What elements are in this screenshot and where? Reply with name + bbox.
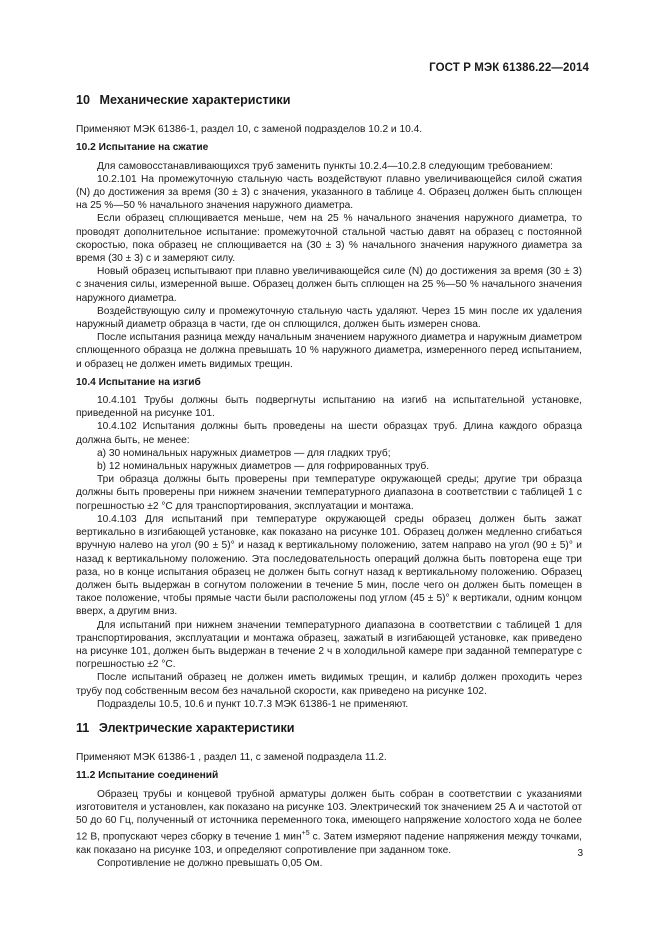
subsection-10-4-heading: 10.4 Испытание на изгиб bbox=[76, 376, 201, 388]
paragraph: Сопротивление не должно превышать 0,05 Ом. bbox=[97, 857, 323, 869]
paragraph: 10.4.102 Испытания должны быть проведены на шести образцах труб. Длина каждого образца должна быть, не менее: bbox=[76, 421, 582, 446]
paragraph-part: Образец трубы и концевой трубной арматуры должен быть собран в соответствии с указаниями изготовителя и установлен, как показано на рисунке 103. Электрический ток значением 25 А и частотой от 50 до 60 Гц, полученный от источника переменного тока, имеющего напряжение холостого хода не более 12 В, пропускают через сборку в течение 1 мин bbox=[76, 788, 582, 843]
page-content bbox=[76, 94, 582, 870]
paragraph: Для самовосстанавливающихся труб заменить пункты 10.2.4—10.2.8 следующим требованием: bbox=[97, 160, 553, 172]
section-10-intro: Применяют МЭК 61386-1, раздел 10, с заменой подразделов 10.2 и 10.4. bbox=[76, 124, 423, 136]
paragraph bbox=[76, 788, 582, 857]
paragraph: Новый образец испытывают при плавно увеличивающейся силе (N) до достижения за время (30 ± 3) с значения силы, измеренной выше. Образец должен быть сплющен на 25 %—50 % начального значения наружного диаметра. bbox=[76, 266, 582, 304]
paragraph: После испытаний образец не должен иметь видимых трещин, и калибр должен проходить через трубу под собственным весом без начальной скорости, как приведено на рисунке 102. bbox=[76, 672, 582, 697]
section-11-heading bbox=[76, 722, 582, 735]
list-item: а) 30 номинальных наружных диаметров — для гладких труб; bbox=[97, 447, 391, 459]
paragraph: После испытания разница между начальным значением наружного диаметра и наружным диаметром сплющенного образца не должна превышать 10 % наружного диаметра, измеренного перед испытанием, и образец не должен иметь видимых трещин. bbox=[76, 332, 582, 370]
subsection-10-2-heading: 10.2 Испытание на сжатие bbox=[76, 142, 209, 154]
tolerance-superscript: +5 bbox=[301, 830, 310, 838]
paragraph: Воздействующую силу и промежуточную стальную часть удаляют. Через 15 мин после их удаления наружный диаметр образца в части, где он сплющился, должен быть измерен снова. bbox=[76, 305, 582, 331]
paragraph: Если образец сплющивается меньше, чем на 25 % начального значения наружного диаметра, то проводят дополнительное испытание: промежуточной стальной частью давят на образец с постоянной скоростью, пока образец не сплющивается на (30 ± 3) % начального значения наружного диаметра за время (30 ± 3) с и замеряют силу. bbox=[76, 213, 582, 265]
paragraph: Подразделы 10.5, 10.6 и пункт 10.7.3 МЭК 61386-1 не применяют. bbox=[97, 698, 409, 710]
list-item: b) 12 номинальных наружных диаметров — для гофрированных труб. bbox=[97, 461, 430, 473]
section-10-title: Механические характеристики bbox=[99, 93, 291, 107]
paragraph: 10.2.101 На промежуточную стальную часть воздействуют плавно увеличивающейся силой сжатия (N) до достижения за время (30 ± 3) с значения, указанного в таблице 4. Образец должен быть сплющен на 25 %—50 % начального значения наружного диаметра. bbox=[76, 173, 582, 212]
section-11-intro: Применяют МЭК 61386-1 , раздел 11, с заменой подраздела 11.2. bbox=[76, 752, 387, 764]
section-10-heading bbox=[76, 94, 582, 107]
standard-code-header: ГОСТ Р МЭК 61386.22—2014 bbox=[429, 62, 589, 74]
section-10-number: 10 bbox=[76, 93, 91, 107]
paragraph: Три образца должны быть проверены при температуре окружающей среды; другие три образца должны быть проверены при нижнем значении температурного диапазона в соответствии с таблицей 1 с погрешностью ±2 °C для транспортирования, эксплуатации и монтажа. bbox=[76, 474, 582, 512]
paragraph-part: с. Затем измеряют падение напряжения между точками, как показано на рисунке 103, и определяют сопротивление при заданном токе. bbox=[76, 831, 582, 856]
page-number: 3 bbox=[577, 848, 583, 859]
subsection-11-2-heading: 11.2 Испытание соединений bbox=[76, 770, 219, 782]
length-list bbox=[76, 447, 582, 473]
paragraph: Для испытаний при нижнем значении температурного диапазона в соответствии с таблицей 1 для транспортирования, эксплуатации и монтажа образец, зажатый в изгибающей установке, как приведено на рисунке 101, должен быть выдержан в течение 2 ч в холодильной камере при заданной температуре с погрешностью ±2 °C. bbox=[76, 619, 582, 671]
section-11-number: 11 bbox=[76, 720, 90, 735]
paragraph: 10.4.103 Для испытаний при температуре окружающей среды образец должен быть зажат вертикально в изгибающей установке, как показано на рисунке 101. Образец должен медленно сгибаться вручную налево на угол (90 ± 5)° и назад к вертикальному положению, затем направо на угол (90 ± 5)° и назад к вертикальному положению. Эта последовательность операций должна быть повторена еще три раза, но в конце испытания образец не должен быть согнут назад к вертикальному положению. Образец должен быть выдержан в согнутом положении в течение 5 мин, после чего он должен быть помещен в такое положение, чтобы прямые части были расположены под углом (45 ± 5)° к вертикали, одним концом вверх, а другим вниз. bbox=[76, 513, 582, 618]
paragraph: 10.4.101 Трубы должны быть подвергнуты испытанию на изгиб на испытательной установке, приведенной на рисунке 101. bbox=[76, 395, 582, 420]
section-11-title: Электрические характеристики bbox=[98, 720, 295, 735]
